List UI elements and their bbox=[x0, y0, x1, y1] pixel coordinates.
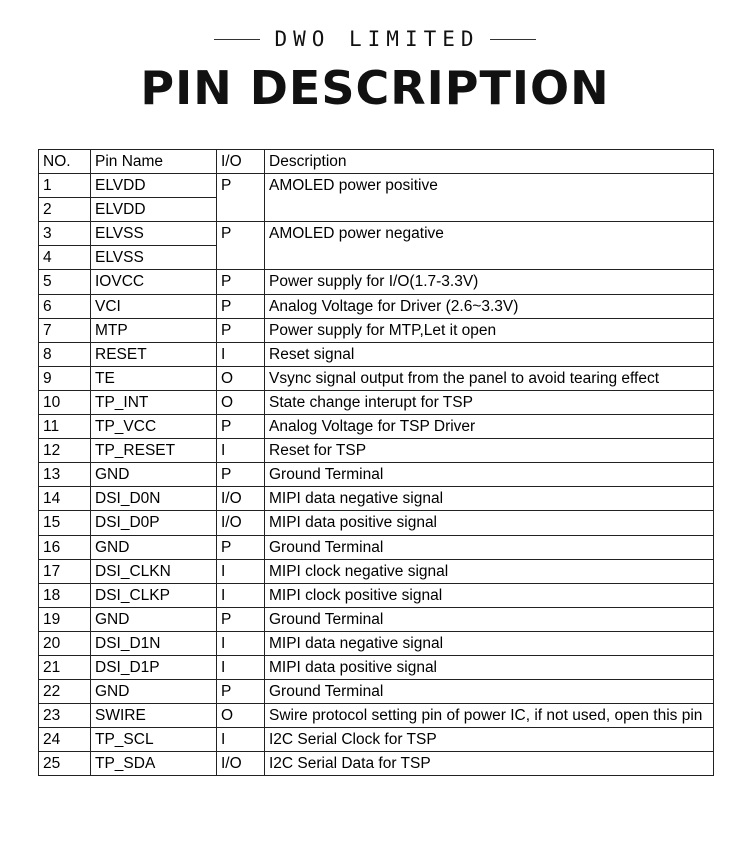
table-row bbox=[39, 439, 714, 463]
pin-description: MIPI clock negative signal bbox=[265, 559, 714, 583]
pin-description: Ground Terminal bbox=[265, 607, 714, 631]
pin-description: MIPI data positive signal bbox=[265, 511, 714, 535]
pin-description: Ground Terminal bbox=[265, 535, 714, 559]
table-row bbox=[39, 222, 714, 246]
pin-description: Ground Terminal bbox=[265, 680, 714, 704]
pin-description: MIPI data negative signal bbox=[265, 631, 714, 655]
pin-description: MIPI data negative signal bbox=[265, 487, 714, 511]
pin-io: O bbox=[217, 704, 265, 728]
pin-io: P bbox=[217, 270, 265, 294]
pin-name: DSI_D0P bbox=[91, 511, 217, 535]
pin-name: TP_SCL bbox=[91, 728, 217, 752]
pin-io: I bbox=[217, 342, 265, 366]
brand-header bbox=[0, 24, 750, 54]
pin-no: 13 bbox=[39, 463, 91, 487]
pin-table bbox=[38, 149, 714, 776]
pin-name: TP_INT bbox=[91, 390, 217, 414]
table-row bbox=[39, 174, 714, 198]
table-row bbox=[39, 318, 714, 342]
pin-no: 7 bbox=[39, 318, 91, 342]
pin-description: Vsync signal output from the panel to avoid tearing effect bbox=[265, 366, 714, 390]
pin-name: DSI_D1N bbox=[91, 631, 217, 655]
pin-no: 10 bbox=[39, 390, 91, 414]
pin-io: P bbox=[217, 318, 265, 342]
pin-name: DSI_CLKN bbox=[91, 559, 217, 583]
pin-no: 14 bbox=[39, 487, 91, 511]
pin-name: TP_SDA bbox=[91, 752, 217, 776]
pin-no: 25 bbox=[39, 752, 91, 776]
pin-description: MIPI clock positive signal bbox=[265, 583, 714, 607]
pin-name: ELVDD bbox=[91, 198, 217, 222]
pin-io: I bbox=[217, 559, 265, 583]
table-row bbox=[39, 607, 714, 631]
pin-name: IOVCC bbox=[91, 270, 217, 294]
pin-description: AMOLED power positive bbox=[265, 174, 714, 222]
pin-no: 3 bbox=[39, 222, 91, 246]
table-row bbox=[39, 655, 714, 679]
pin-description: Analog Voltage for TSP Driver bbox=[265, 415, 714, 439]
pin-io: I/O bbox=[217, 511, 265, 535]
table-row bbox=[39, 752, 714, 776]
table-row bbox=[39, 487, 714, 511]
pin-name: ELVDD bbox=[91, 174, 217, 198]
pin-name: SWIRE bbox=[91, 704, 217, 728]
pin-io: O bbox=[217, 390, 265, 414]
brand-rule-right bbox=[490, 39, 536, 40]
pin-name: TP_VCC bbox=[91, 415, 217, 439]
pin-no: 11 bbox=[39, 415, 91, 439]
pin-name: GND bbox=[91, 535, 217, 559]
pin-name: GND bbox=[91, 463, 217, 487]
pin-no: 2 bbox=[39, 198, 91, 222]
pin-io: I bbox=[217, 583, 265, 607]
pin-no: 12 bbox=[39, 439, 91, 463]
pin-io: P bbox=[217, 535, 265, 559]
pin-io: P bbox=[217, 415, 265, 439]
pin-io: P bbox=[217, 607, 265, 631]
table-row bbox=[39, 631, 714, 655]
header-pin-name: Pin Name bbox=[91, 150, 217, 174]
pin-io: O bbox=[217, 366, 265, 390]
pin-io: I/O bbox=[217, 752, 265, 776]
pin-description: I2C Serial Data for TSP bbox=[265, 752, 714, 776]
pin-no: 16 bbox=[39, 535, 91, 559]
table-row bbox=[39, 559, 714, 583]
brand-rule-left bbox=[214, 39, 260, 40]
pin-description: Analog Voltage for Driver (2.6~3.3V) bbox=[265, 294, 714, 318]
pin-name: GND bbox=[91, 607, 217, 631]
pin-name: DSI_CLKP bbox=[91, 583, 217, 607]
pin-io: I bbox=[217, 655, 265, 679]
page-title: PIN DESCRIPTION bbox=[140, 61, 610, 115]
pin-io: I bbox=[217, 728, 265, 752]
pin-no: 21 bbox=[39, 655, 91, 679]
pin-name: TP_RESET bbox=[91, 439, 217, 463]
table-row bbox=[39, 463, 714, 487]
table-row bbox=[39, 415, 714, 439]
pin-io: I/O bbox=[217, 487, 265, 511]
table-row bbox=[39, 535, 714, 559]
pin-io: P bbox=[217, 294, 265, 318]
pin-description: Power supply for MTP,Let it open bbox=[265, 318, 714, 342]
pin-no: 6 bbox=[39, 294, 91, 318]
table-header-row bbox=[39, 150, 714, 174]
pin-no: 4 bbox=[39, 246, 91, 270]
pin-name: VCI bbox=[91, 294, 217, 318]
pin-io: P bbox=[217, 174, 265, 222]
pin-no: 19 bbox=[39, 607, 91, 631]
pin-description: State change interupt for TSP bbox=[265, 390, 714, 414]
pin-name: RESET bbox=[91, 342, 217, 366]
pin-name: ELVSS bbox=[91, 246, 217, 270]
pin-no: 17 bbox=[39, 559, 91, 583]
pin-no: 5 bbox=[39, 270, 91, 294]
pin-description: Ground Terminal bbox=[265, 463, 714, 487]
table-row bbox=[39, 390, 714, 414]
pin-no: 8 bbox=[39, 342, 91, 366]
pin-io: P bbox=[217, 680, 265, 704]
pin-io: P bbox=[217, 222, 265, 270]
table-row bbox=[39, 294, 714, 318]
pin-name: GND bbox=[91, 680, 217, 704]
pin-description: MIPI data positive signal bbox=[265, 655, 714, 679]
pin-name: DSI_D0N bbox=[91, 487, 217, 511]
pin-no: 9 bbox=[39, 366, 91, 390]
pin-name: MTP bbox=[91, 318, 217, 342]
header-description: Description bbox=[265, 150, 714, 174]
table-row bbox=[39, 728, 714, 752]
pin-no: 18 bbox=[39, 583, 91, 607]
pin-no: 23 bbox=[39, 704, 91, 728]
table-row bbox=[39, 680, 714, 704]
pin-description: I2C Serial Clock for TSP bbox=[265, 728, 714, 752]
pin-no: 1 bbox=[39, 174, 91, 198]
table-row bbox=[39, 366, 714, 390]
table-row bbox=[39, 511, 714, 535]
header-no: NO. bbox=[39, 150, 91, 174]
pin-no: 24 bbox=[39, 728, 91, 752]
pin-description: Reset signal bbox=[265, 342, 714, 366]
pin-description: AMOLED power negative bbox=[265, 222, 714, 270]
pin-description: Reset for TSP bbox=[265, 439, 714, 463]
pin-io: P bbox=[217, 463, 265, 487]
pin-no: 20 bbox=[39, 631, 91, 655]
pin-io: I bbox=[217, 439, 265, 463]
pin-description: Power supply for I/O(1.7-3.3V) bbox=[265, 270, 714, 294]
table-row bbox=[39, 704, 714, 728]
pin-no: 22 bbox=[39, 680, 91, 704]
table-row bbox=[39, 342, 714, 366]
pin-name: DSI_D1P bbox=[91, 655, 217, 679]
brand-name: DWO LIMITED bbox=[274, 27, 480, 51]
pin-name: TE bbox=[91, 366, 217, 390]
header-io: I/O bbox=[217, 150, 265, 174]
pin-io: I bbox=[217, 631, 265, 655]
pin-no: 15 bbox=[39, 511, 91, 535]
pin-description: Swire protocol setting pin of power IC, if not used, open this pin bbox=[265, 704, 714, 728]
pin-rows bbox=[39, 174, 714, 776]
pin-name: ELVSS bbox=[91, 222, 217, 246]
table-row bbox=[39, 583, 714, 607]
table-row bbox=[39, 270, 714, 294]
